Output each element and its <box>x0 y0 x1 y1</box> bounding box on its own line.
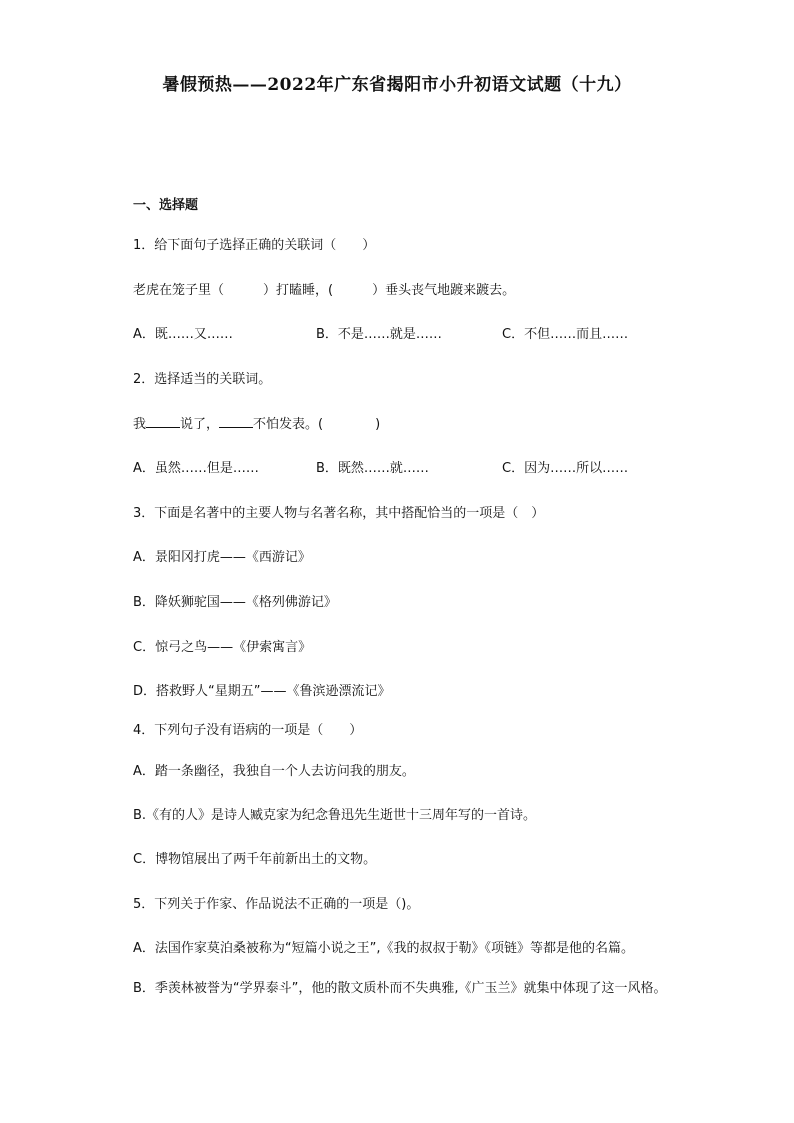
question-4-option-c[interactable]: C．博物馆展出了两千年前新出土的文物。 <box>133 852 377 867</box>
question-1-option-a[interactable]: A．既……又…… <box>133 327 233 342</box>
question-1-option-b[interactable]: B．不是……就是…… <box>316 327 442 342</box>
question-5-option-b[interactable]: B．季羡林被誉为“学界泰斗”，他的散文质朴而不失典雅,《广玉兰》就集中体现了这一风格。 <box>133 981 667 996</box>
question-2-text-3: 不怕发表。( ) <box>253 417 381 432</box>
question-2-text-2: 说了， <box>180 417 220 432</box>
answer-blank[interactable] <box>219 416 253 428</box>
question-2-option-b[interactable]: B．既然……就…… <box>316 461 429 476</box>
question-3-option-a[interactable]: A．景阳冈打虎——《西游记》 <box>133 550 311 565</box>
question-3-stem: 3．下面是名著中的主要人物与名著名称，其中搭配恰当的一项是（ ） <box>133 506 545 521</box>
question-5-stem: 5．下列关于作家、作品说法不正确的一项是（)。 <box>133 897 420 912</box>
question-1-option-c[interactable]: C．不但……而且…… <box>502 327 629 342</box>
question-3-option-b[interactable]: B．降妖狮驼国——《格列佛游记》 <box>133 595 337 610</box>
question-3-option-d[interactable]: D．搭救野人“星期五”——《鲁滨逊漂流记》 <box>133 684 391 699</box>
question-4-option-b[interactable]: B.《有的人》是诗人臧克家为纪念鲁迅先生逝世十三周年写的一首诗。 <box>133 808 537 823</box>
question-3-option-c[interactable]: C．惊弓之鸟——《伊索寓言》 <box>133 640 312 655</box>
question-2-stem: 2．选择适当的关联词。 <box>133 372 272 387</box>
question-5-option-a[interactable]: A．法国作家莫泊桑被称为“短篇小说之王”,《我的叔叔于勒》《项链》等都是他的名篇。 <box>133 941 634 956</box>
question-1-stem: 1．给下面句子选择正确的关联词（ ） <box>133 238 376 253</box>
question-4-stem: 4．下列句子没有语病的一项是（ ） <box>133 723 363 738</box>
question-2-sentence <box>133 413 380 432</box>
question-2-text-1: 我 <box>133 417 147 432</box>
question-2-option-a[interactable]: A．虽然……但是…… <box>133 461 259 476</box>
question-2-option-c[interactable]: C．因为……所以…… <box>502 461 629 476</box>
section-heading: 一、选择题 <box>133 198 199 213</box>
answer-blank[interactable] <box>146 416 180 428</box>
question-4-option-a[interactable]: A．踏一条幽径，我独自一个人去访问我的朋友。 <box>133 764 415 779</box>
question-1-sentence: 老虎在笼子里（ ）打瞌睡，( ）垂头丧气地踱来踱去。 <box>133 283 516 298</box>
page-title: 暑假预热——2022年广东省揭阳市小升初语文试题（十九） <box>162 75 632 95</box>
